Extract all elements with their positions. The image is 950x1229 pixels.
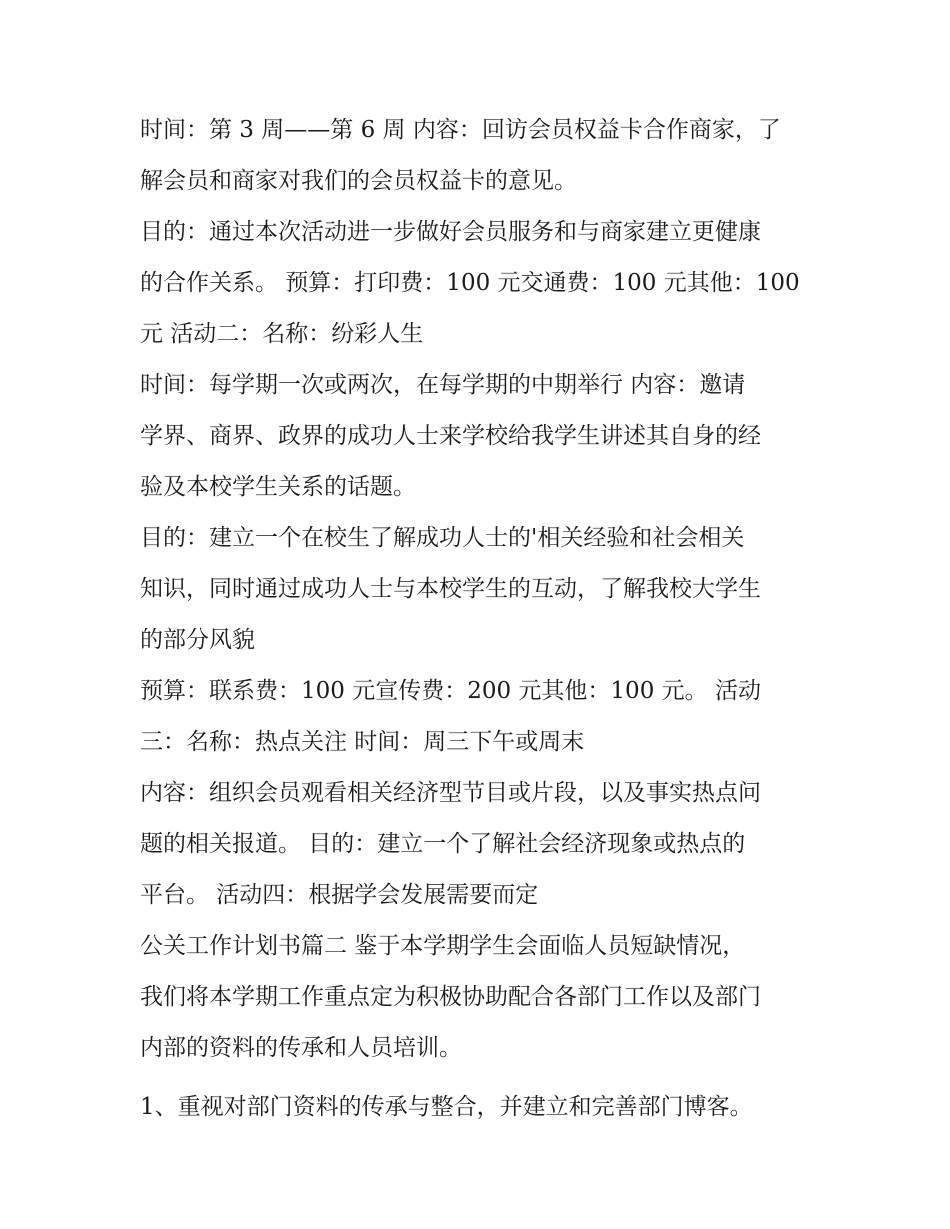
text-line: 的合作关系。 预算：打印费：100 元交通费：100 元其他：100 bbox=[140, 270, 800, 296]
text-line: 平台。 活动四：根据学会发展需要而定 bbox=[140, 882, 539, 908]
text-line: 的部分风貌 bbox=[140, 627, 255, 653]
text-line: 内容：组织会员观看相关经济型节目或片段，以及事实热点问 bbox=[140, 780, 761, 806]
text-line: 元 活动二：名称：纷彩人生 bbox=[140, 321, 424, 347]
document-body bbox=[140, 105, 820, 1133]
text-line: 解会员和商家对我们的会员权益卡的意见。 bbox=[140, 168, 577, 194]
text-line: 三：名称：热点关注 时间：周三下午或周末 bbox=[140, 729, 585, 755]
text-line: 题的相关报道。 目的：建立一个了解社会经济现象或热点的 bbox=[140, 831, 746, 857]
text-line: 验及本校学生关系的话题。 bbox=[140, 474, 416, 500]
text-line: 学界、商界、政界的成功人士来学校给我学生讲述其自身的经 bbox=[140, 423, 761, 449]
text-line: 知识，同时通过成功人士与本校学生的互动，了解我校大学生 bbox=[140, 576, 761, 602]
text-line: 内部的资料的传承和人员培训。 bbox=[140, 1035, 462, 1061]
text-line: 1、重视对部门资料的传承与整合，并建立和完善部门博客。 bbox=[140, 1094, 753, 1120]
text-line: 目的：建立一个在校生了解成功人士的'相关经验和社会相关 bbox=[140, 525, 745, 551]
text-line: 目的：通过本次活动进一步做好会员服务和与商家建立更健康 bbox=[140, 219, 761, 245]
text-line: 预算：联系费：100 元宣传费：200 元其他：100 元。 活动 bbox=[140, 678, 761, 704]
text-line: 我们将本学期工作重点定为积极协助配合各部门工作以及部门 bbox=[140, 984, 761, 1010]
text-line: 时间：第 3 周——第 6 周 内容：回访会员权益卡合作商家，了 bbox=[140, 117, 781, 143]
text-line: 公关工作计划书篇二 鉴于本学期学生会面临人员短缺情况， bbox=[140, 933, 746, 959]
text-line: 时间：每学期一次或两次，在每学期的中期举行 内容：邀请 bbox=[140, 372, 746, 398]
